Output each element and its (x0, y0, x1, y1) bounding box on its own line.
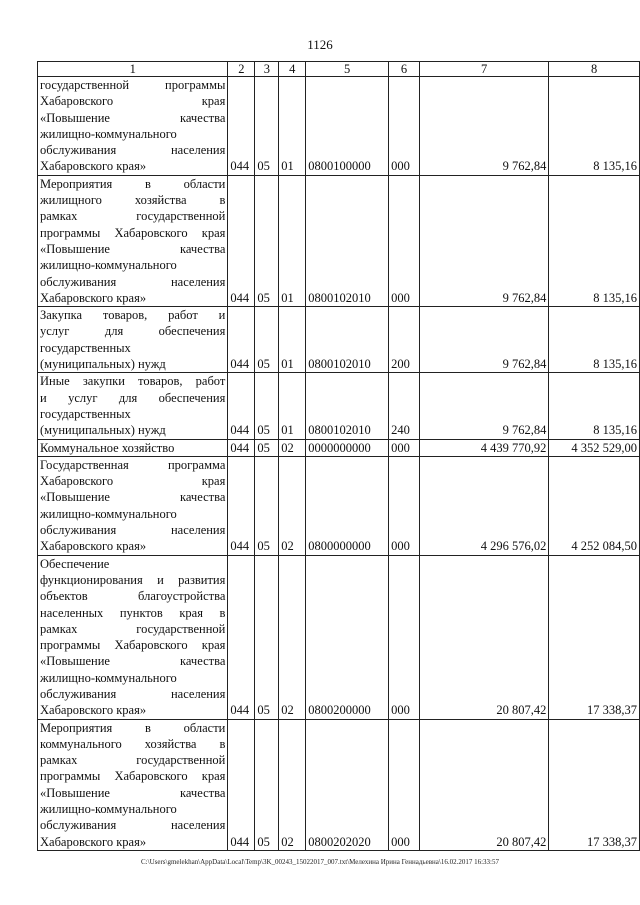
row-name-line: обслуживания населения (40, 274, 226, 289)
row-name-cell (38, 77, 228, 176)
column-header: 6 (389, 62, 420, 77)
planned-amount-cell: 9 762,84 (420, 373, 549, 439)
section-code-cell: 05 (255, 307, 279, 373)
row-name-line: Хабаровского края (40, 474, 226, 489)
page-number: 1126 (307, 37, 333, 52)
column-header: 4 (279, 62, 306, 77)
row-name-line: Хабаровского края» (40, 290, 147, 305)
row-name-line: программы Хабаровского края (40, 769, 226, 784)
expense-type-cell: 000 (389, 175, 420, 306)
table-row (38, 373, 640, 439)
ministry-code-cell: 044 (228, 77, 255, 176)
ministry-code-cell: 044 (228, 373, 255, 439)
row-name-line: Мероприятия в области (40, 176, 226, 191)
subsection-code-cell: 02 (279, 456, 306, 555)
executed-amount-cell: 8 135,16 (549, 175, 640, 306)
row-name-line: Хабаровского края» (40, 834, 147, 849)
ministry-code-cell: 044 (228, 456, 255, 555)
row-name-line: Государственная программа (40, 457, 226, 472)
expense-type-cell: 200 (389, 307, 420, 373)
row-name-line: Хабаровского края» (40, 539, 147, 554)
row-name-line: Закупка товаров, работ и (40, 308, 226, 323)
table-row (38, 719, 640, 850)
column-header: 3 (255, 62, 279, 77)
planned-amount-cell: 4 439 770,92 (420, 439, 549, 456)
row-name-line: Хабаровского края» (40, 703, 147, 718)
target-article-cell: 0800102010 (306, 175, 389, 306)
ministry-code-cell: 044 (228, 307, 255, 373)
section-code-cell: 05 (255, 77, 279, 176)
ministry-code-cell: 044 (228, 555, 255, 719)
row-name-line: коммунального хозяйства в (40, 736, 226, 751)
row-name-line: Обеспечение (40, 556, 110, 571)
document-footer-path: C:\Users\gmelekhan\AppData\Local\Temp\3K_00243_15022017_007.txt\Мелехина Ирина Геннадьевна\16.02.2017 16:33:57 (141, 858, 499, 866)
expense-type-cell: 000 (389, 719, 420, 850)
row-name-line: рамках государственной (40, 621, 226, 636)
row-name-cell (38, 555, 228, 719)
planned-amount-cell: 20 807,42 (420, 719, 549, 850)
target-article-cell: 0000000000 (306, 439, 389, 456)
subsection-code-cell: 02 (279, 555, 306, 719)
planned-amount-cell: 9 762,84 (420, 307, 549, 373)
row-name-line: функционирования и развития (40, 572, 226, 587)
table-row (38, 175, 640, 306)
ministry-code-cell: 044 (228, 175, 255, 306)
expense-type-cell: 000 (389, 77, 420, 176)
row-name-cell (38, 373, 228, 439)
planned-amount-cell: 20 807,42 (420, 555, 549, 719)
row-name-line: «Повышение качества (40, 490, 226, 505)
planned-amount-cell: 9 762,84 (420, 175, 549, 306)
subsection-code-cell: 01 (279, 175, 306, 306)
row-name-line: жилищно-коммунального (40, 802, 177, 817)
row-name-line: Иные закупки товаров, работ (40, 374, 226, 389)
column-header: 5 (306, 62, 389, 77)
expense-type-cell: 240 (389, 373, 420, 439)
row-name-line: обслуживания населения (40, 818, 226, 833)
column-header: 2 (228, 62, 255, 77)
planned-amount-cell: 4 296 576,02 (420, 456, 549, 555)
row-name-line: жилищно-коммунального (40, 258, 177, 273)
row-name-line: услуг для обеспечения (40, 324, 226, 339)
subsection-code-cell: 01 (279, 373, 306, 439)
target-article-cell: 0800200000 (306, 555, 389, 719)
table-row (38, 439, 640, 456)
subsection-code-cell: 01 (279, 307, 306, 373)
row-name-line: программы Хабаровского края (40, 225, 226, 240)
target-article-cell: 0800202020 (306, 719, 389, 850)
row-name-cell (38, 719, 228, 850)
table-row (38, 77, 640, 176)
row-name-line: обслуживания населения (40, 686, 226, 701)
row-name-line: и услуг для обеспечения (40, 390, 226, 405)
row-name-line: «Повышение качества (40, 785, 226, 800)
row-name-line: (муниципальных) нужд (40, 423, 166, 438)
ministry-code-cell: 044 (228, 719, 255, 850)
target-article-cell: 0800102010 (306, 307, 389, 373)
section-code-cell: 05 (255, 555, 279, 719)
target-article-cell: 0800100000 (306, 77, 389, 176)
section-code-cell: 05 (255, 719, 279, 850)
row-name-line: «Повышение качества (40, 654, 226, 669)
executed-amount-cell: 8 135,16 (549, 77, 640, 176)
ministry-code-cell: 044 (228, 439, 255, 456)
executed-amount-cell: 17 338,37 (549, 555, 640, 719)
row-name-line: программы Хабаровского края (40, 638, 226, 653)
row-name-line: государственных (40, 406, 131, 421)
row-name-line: обслуживания населения (40, 143, 226, 158)
executed-amount-cell: 8 135,16 (549, 307, 640, 373)
row-name-cell (38, 439, 228, 456)
row-name-line: Хабаровского края» (40, 159, 147, 174)
section-code-cell: 05 (255, 456, 279, 555)
target-article-cell: 0800000000 (306, 456, 389, 555)
table-row (38, 456, 640, 555)
executed-amount-cell: 4 352 529,00 (549, 439, 640, 456)
row-name-line: рамках государственной (40, 753, 226, 768)
section-code-cell: 05 (255, 439, 279, 456)
row-name-line: жилищного хозяйства в (40, 193, 226, 208)
column-header: 8 (549, 62, 640, 77)
row-name-line: (муниципальных) нужд (40, 357, 166, 372)
column-header: 7 (420, 62, 549, 77)
table-header-row (38, 62, 640, 77)
row-name-line: объектов благоустройства (40, 589, 226, 604)
expense-type-cell: 000 (389, 555, 420, 719)
row-name-line: Мероприятия в области (40, 720, 226, 735)
section-code-cell: 05 (255, 175, 279, 306)
row-name-line: Хабаровского края (40, 94, 226, 109)
row-name-line: государственной программы (40, 78, 226, 92)
budget-table (37, 61, 640, 851)
row-name-cell (38, 175, 228, 306)
expense-type-cell: 000 (389, 439, 420, 456)
row-name-cell (38, 307, 228, 373)
target-article-cell: 0800102010 (306, 373, 389, 439)
table-row (38, 307, 640, 373)
subsection-code-cell: 01 (279, 77, 306, 176)
row-name-line: рамках государственной (40, 209, 226, 224)
expense-type-cell: 000 (389, 456, 420, 555)
table-row (38, 555, 640, 719)
row-name-line: государственных (40, 340, 131, 355)
subsection-code-cell: 02 (279, 439, 306, 456)
executed-amount-cell: 17 338,37 (549, 719, 640, 850)
row-name-line: Коммунальное хозяйство (40, 440, 175, 455)
row-name-line: населенных пунктов края в (40, 605, 226, 620)
row-name-line: жилищно-коммунального (40, 126, 177, 141)
row-name-line: «Повышение качества (40, 110, 226, 125)
row-name-line: жилищно-коммунального (40, 670, 177, 685)
subsection-code-cell: 02 (279, 719, 306, 850)
executed-amount-cell: 8 135,16 (549, 373, 640, 439)
planned-amount-cell: 9 762,84 (420, 77, 549, 176)
section-code-cell: 05 (255, 373, 279, 439)
row-name-cell (38, 456, 228, 555)
row-name-line: обслуживания населения (40, 523, 226, 538)
executed-amount-cell: 4 252 084,50 (549, 456, 640, 555)
column-header: 1 (38, 62, 228, 77)
row-name-line: «Повышение качества (40, 241, 226, 256)
row-name-line: жилищно-коммунального (40, 506, 177, 521)
